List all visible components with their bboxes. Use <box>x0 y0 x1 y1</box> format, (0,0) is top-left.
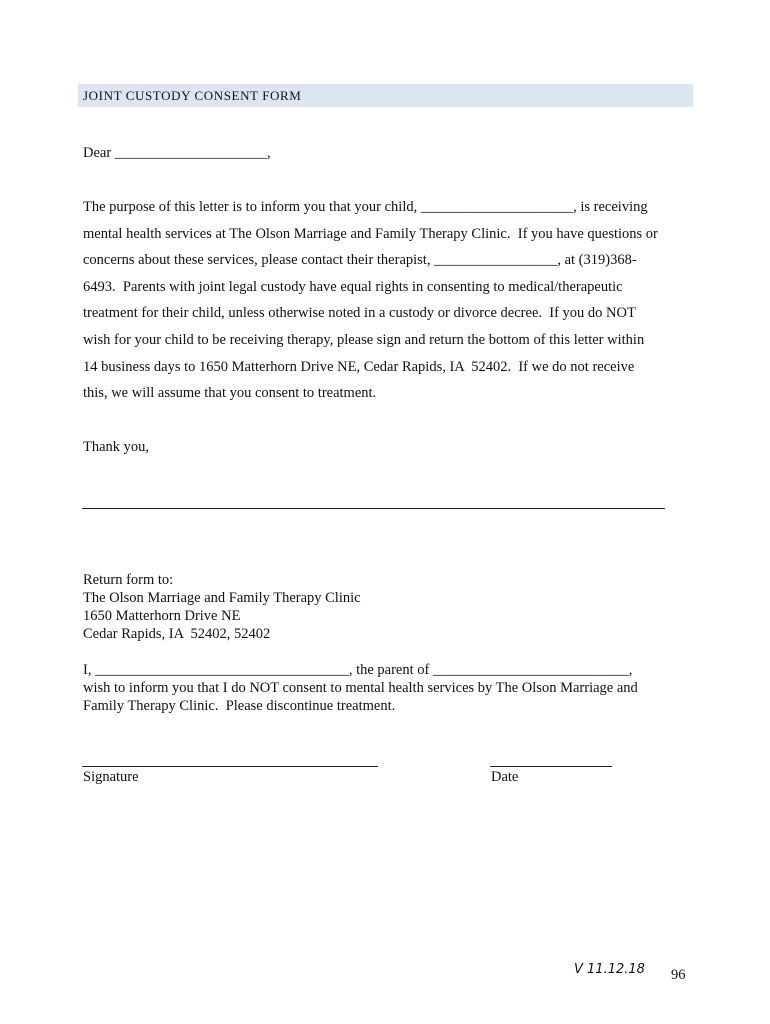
date-line <box>490 766 612 767</box>
greeting: Dear _____________________, <box>83 145 271 161</box>
return-address <box>83 571 361 643</box>
return-heading: Return form to: <box>83 572 174 588</box>
version-label: V 11.12.18 <box>574 962 645 977</box>
letter-line: mental health services at The Olson Marriage and Family Therapy Clinic. If you have questions or <box>83 225 658 242</box>
date-label: Date <box>491 769 519 785</box>
return-clinic: The Olson Marriage and Family Therapy Clinic <box>83 590 361 606</box>
letter-line: The purpose of this letter is to inform you that your child, _____________________, is receiving <box>83 199 648 215</box>
letter-line: this, we will assume that you consent to treatment. <box>83 385 377 402</box>
letter-line: 6493. Parents with joint legal custody have equal rights in consenting to medical/therapeutic <box>83 278 623 295</box>
signature-label: Signature <box>83 769 139 785</box>
opt-out-line: I, ___________________________________, the parent of ___________________________, <box>83 662 633 678</box>
return-city: Cedar Rapids, IA 52402, 52402 <box>83 626 271 642</box>
letter-line: 14 business days to 1650 Matterhorn Drive NE, Cedar Rapids, IA 52402. If we do not receive <box>83 358 635 375</box>
form-title: JOINT CUSTODY CONSENT FORM <box>78 84 693 107</box>
opt-out-line: wish to inform you that I do NOT consent to mental health services by The Olson Marriage and <box>83 680 638 696</box>
letter-line: treatment for their child, unless otherwise noted in a custody or divorce decree. If you do NOT <box>83 305 636 322</box>
page-number: 96 <box>671 967 686 983</box>
opt-out-line: Family Therapy Clinic. Please discontinue treatment. <box>83 698 396 714</box>
closing: Thank you, <box>83 439 150 455</box>
letter-line: wish for your child to be receiving therapy, please sign and return the bottom of this letter within <box>83 331 645 348</box>
signature-line <box>82 766 378 767</box>
sender-signature-line <box>82 508 665 509</box>
letter-line: concerns about these services, please contact their therapist, _________________, at (319)368- <box>83 252 637 269</box>
opt-out-statement <box>83 661 638 715</box>
return-street: 1650 Matterhorn Drive NE <box>83 608 241 624</box>
letter-body <box>83 196 693 409</box>
